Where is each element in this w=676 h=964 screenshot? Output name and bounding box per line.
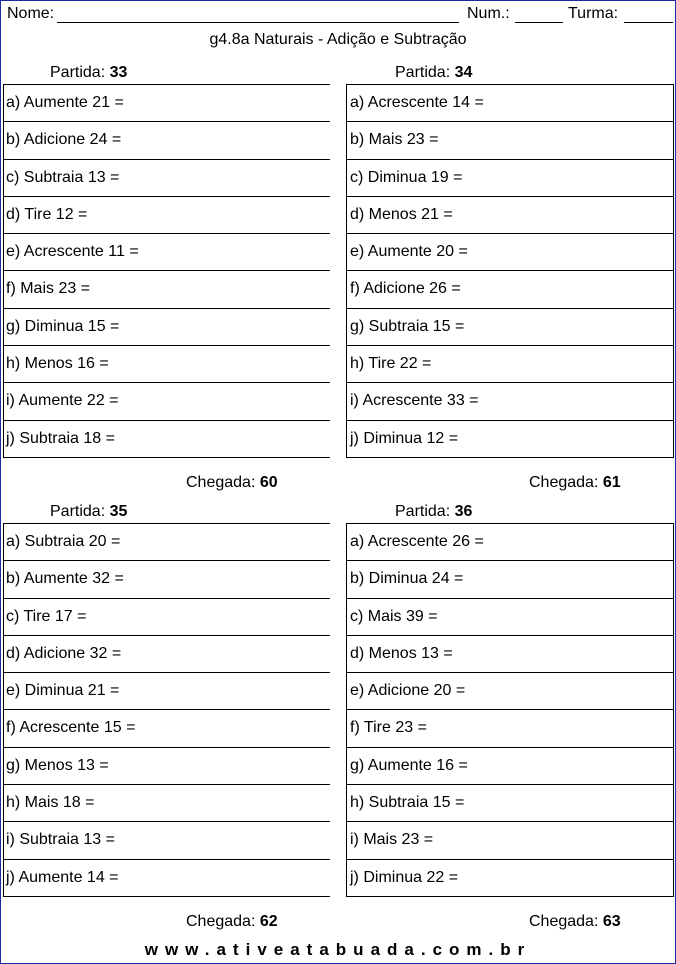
exercise-row[interactable]: c) Tire 17 = [4,599,330,636]
exercise-row[interactable]: j) Aumente 14 = [4,860,330,897]
site-url: www.ativeatabuada.com.br [144,940,532,959]
start-label: Partida: 35 [50,503,128,520]
start-value: 36 [454,503,473,520]
exercise-row[interactable]: h) Mais 18 = [4,785,330,822]
exercise-row[interactable]: i) Subtraia 13 = [4,822,330,859]
exercise-list [3,84,330,458]
start-value: 34 [454,64,473,81]
exercise-row[interactable]: f) Tire 23 = [347,710,673,747]
start-label: Partida: 34 [395,64,473,81]
exercise-row[interactable]: j) Subtraia 18 = [4,421,330,458]
num-label: Num.: [467,5,510,22]
exercise-row[interactable]: h) Menos 16 = [4,346,330,383]
end-label: Chegada: 61 [529,474,621,491]
num-field[interactable] [515,5,563,23]
end-value: 61 [602,474,621,491]
start-value: 33 [109,64,128,81]
exercise-row[interactable]: h) Tire 22 = [347,346,673,383]
exercise-row[interactable]: f) Adicione 26 = [347,271,673,308]
exercise-row[interactable]: e) Acrescente 11 = [4,234,330,271]
exercise-row[interactable]: g) Aumente 16 = [347,748,673,785]
end-value: 63 [602,913,621,930]
exercise-row[interactable]: j) Diminua 22 = [347,860,673,897]
exercise-row[interactable]: a) Aumente 21 = [4,85,330,122]
exercise-row[interactable]: a) Acrescente 26 = [347,524,673,561]
exercise-row[interactable]: a) Acrescente 14 = [347,85,673,122]
exercise-row[interactable]: c) Mais 39 = [347,599,673,636]
exercise-row[interactable]: j) Diminua 12 = [347,421,673,458]
exercise-row[interactable]: i) Aumente 22 = [4,383,330,420]
exercise-row[interactable]: b) Diminua 24 = [347,561,673,598]
class-field[interactable] [624,5,673,23]
exercise-list [346,523,674,897]
exercise-row[interactable]: f) Acrescente 15 = [4,710,330,747]
exercise-row[interactable]: b) Aumente 32 = [4,561,330,598]
student-info-line [7,5,671,25]
start-label: Partida: 36 [395,503,473,520]
exercise-row[interactable]: d) Adicione 32 = [4,636,330,673]
class-label: Turma: [568,5,619,22]
exercise-row[interactable]: b) Adicione 24 = [4,122,330,159]
end-value: 62 [259,913,278,930]
start-label: Partida: 33 [50,64,128,81]
exercise-row[interactable]: c) Diminua 19 = [347,160,673,197]
exercise-row[interactable]: e) Aumente 20 = [347,234,673,271]
end-value: 60 [259,474,278,491]
name-field[interactable] [57,5,459,23]
exercise-row[interactable]: i) Mais 23 = [347,822,673,859]
exercise-row[interactable]: b) Mais 23 = [347,122,673,159]
exercise-row[interactable]: d) Tire 12 = [4,197,330,234]
end-label: Chegada: 63 [529,913,621,930]
exercise-row[interactable]: g) Menos 13 = [4,748,330,785]
exercise-row[interactable]: g) Diminua 15 = [4,309,330,346]
exercise-row[interactable]: i) Acrescente 33 = [347,383,673,420]
end-label: Chegada: 60 [186,474,278,491]
exercise-list [3,523,330,897]
exercise-row[interactable]: h) Subtraia 15 = [347,785,673,822]
exercise-row[interactable]: f) Mais 23 = [4,271,330,308]
exercise-row[interactable]: e) Diminua 21 = [4,673,330,710]
exercise-row[interactable]: d) Menos 21 = [347,197,673,234]
exercise-row[interactable]: d) Menos 13 = [347,636,673,673]
exercise-row[interactable]: g) Subtraia 15 = [347,309,673,346]
exercise-list [346,84,674,458]
start-value: 35 [109,503,128,520]
name-label: Nome: [7,5,55,22]
exercise-row[interactable]: c) Subtraia 13 = [4,160,330,197]
page-title: g4.8a Naturais - Adição e Subtração [209,31,467,48]
exercise-row[interactable]: a) Subtraia 20 = [4,524,330,561]
end-label: Chegada: 62 [186,913,278,930]
exercise-row[interactable]: e) Adicione 20 = [347,673,673,710]
